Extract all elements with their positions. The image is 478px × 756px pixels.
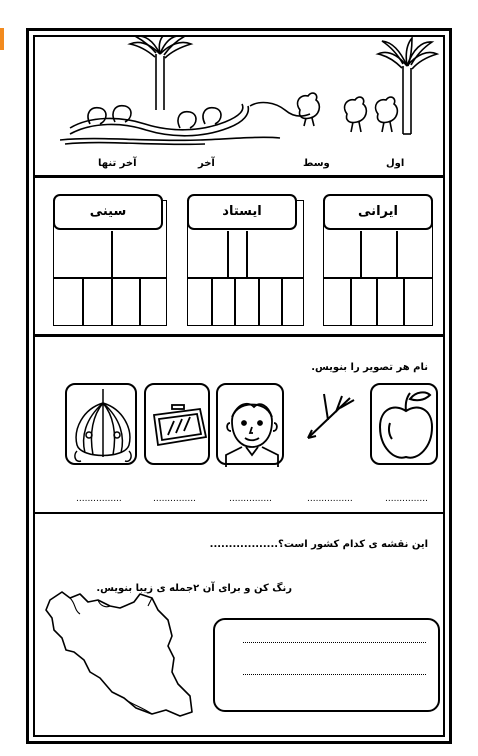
label-last-alone-form: آخر تنها: [98, 158, 137, 169]
label-middle-form: وسط: [303, 158, 330, 169]
writing-line-2[interactable]: [243, 674, 426, 675]
map-question: این نقشه ی کدام کشور است؟..................: [209, 539, 428, 550]
iran-map-icon[interactable]: [40, 580, 200, 730]
section-divider-2: [33, 334, 445, 337]
word-box-2: ایستاد: [187, 194, 297, 230]
palm-tree-left-icon: [130, 36, 191, 110]
answer-blank-1[interactable]: ...............: [385, 494, 428, 504]
picture-card-boy: [216, 383, 284, 465]
answer-blank-2[interactable]: ................: [307, 494, 353, 504]
branch-icon: [298, 386, 358, 466]
picture-naming-instruction: نام هر تصویر را بنویس.: [311, 362, 428, 373]
tray-icon: [146, 385, 212, 467]
boy-face-icon: [218, 385, 286, 467]
palm-tree-right-icon: [378, 38, 437, 134]
picture-card-tray: [144, 383, 210, 465]
answer-blank-5[interactable]: ................: [76, 494, 122, 504]
apple-icon: [372, 385, 440, 467]
word-box-1: ایرانی: [323, 194, 433, 230]
duck-birds-icon: [298, 93, 398, 132]
map-coloring-instruction: رنگ کن و برای آن ۲جمله ی زیبا بنویس.: [96, 583, 292, 594]
label-first-form: اول: [386, 158, 405, 169]
section-divider-3: [33, 512, 445, 514]
orange-corner-mark: [0, 28, 4, 50]
picture-card-garlic: [65, 383, 137, 465]
section-divider-1: [33, 175, 445, 178]
connected-letters-snake-icon: [60, 103, 310, 145]
picture-card-branch: [298, 386, 358, 466]
word-box-3: سینی: [53, 194, 163, 230]
answer-blank-4[interactable]: ...............: [153, 494, 196, 504]
garlic-icon: [67, 385, 139, 467]
writing-line-1[interactable]: [243, 642, 426, 643]
answer-blank-3[interactable]: ...............: [229, 494, 272, 504]
sentence-writing-box[interactable]: [213, 618, 440, 712]
picture-card-apple: [370, 383, 438, 465]
letter-alef-forms-illustration: [60, 36, 440, 151]
label-last-form: آخر: [198, 158, 215, 169]
